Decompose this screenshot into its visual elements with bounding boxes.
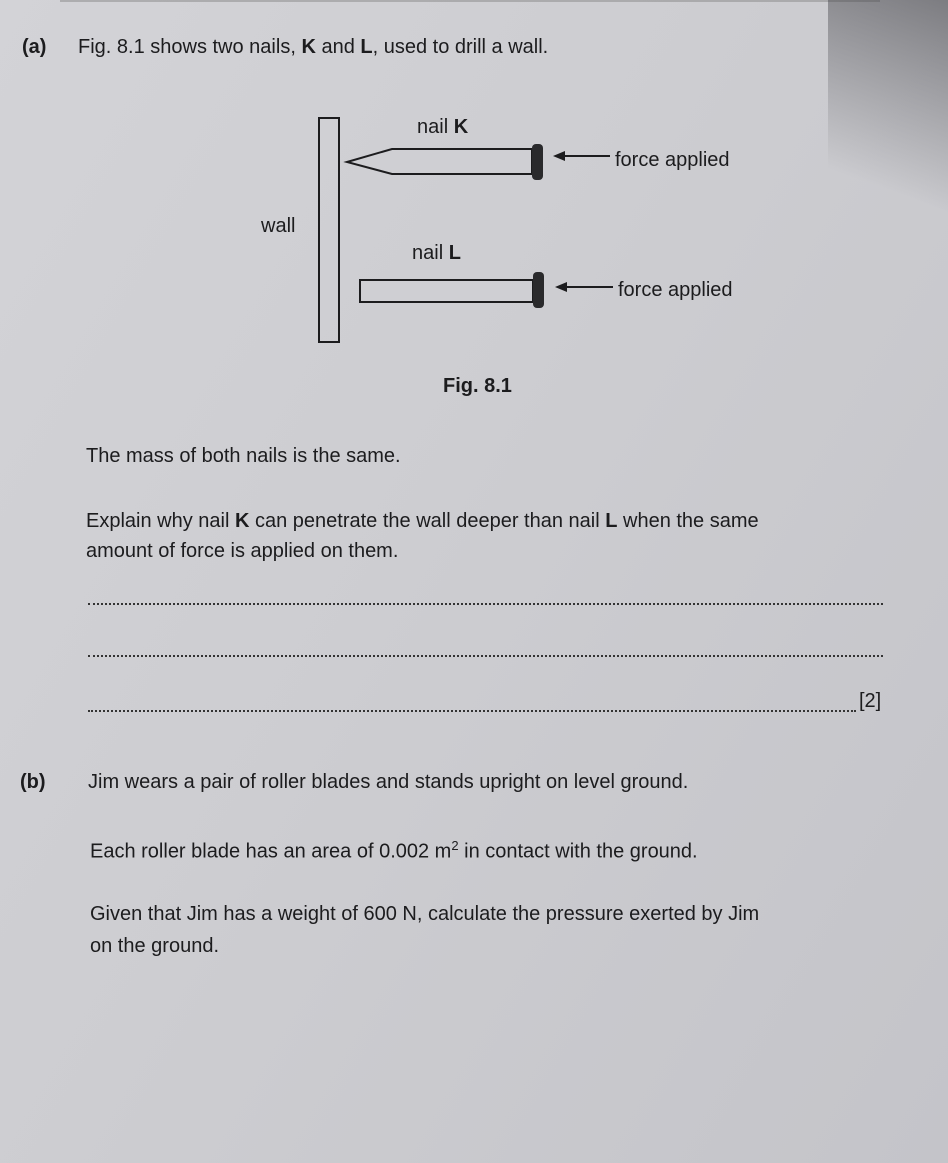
question-line-2: amount of force is applied on them.	[86, 540, 399, 562]
answer-line-3[interactable]	[88, 710, 856, 712]
figure-8-1	[0, 0, 948, 420]
nail-l-shaft	[360, 280, 533, 302]
arrow-l-head	[555, 282, 567, 292]
intro-and: and	[315, 36, 361, 58]
mass-statement: The mass of both nails is the same.	[86, 445, 401, 467]
marks-label: [2]	[859, 690, 882, 712]
part-b-line-4: on the ground.	[90, 935, 219, 957]
q1-c: when the same	[617, 510, 759, 532]
part-a-label: (a)	[22, 36, 47, 58]
wall-label: wall	[261, 215, 296, 237]
figure-caption: Fig. 8.1	[443, 375, 512, 397]
arrow-k-head	[553, 151, 565, 161]
line2-prefix: Each roller blade has an area of 0.002 m	[90, 840, 452, 863]
nail-k-letter: K	[453, 116, 469, 138]
q1-a: Explain why nail	[86, 510, 235, 532]
part-b-line-1: Jim wears a pair of roller blades and stands upright on level ground.	[88, 771, 689, 793]
q1-k: K	[234, 510, 250, 532]
q1-l: L	[605, 510, 618, 532]
intro-prefix: Fig. 8.1 shows two nails,	[78, 36, 302, 58]
part-b-label: (b)	[20, 771, 46, 793]
nail-k-head	[532, 144, 543, 180]
intro-k: K	[301, 36, 316, 58]
nail-k-label	[417, 116, 468, 139]
nail-l-label	[412, 242, 461, 265]
nail-k-shaft	[347, 149, 532, 174]
force-label-k: force applied	[615, 149, 730, 171]
q1-b: can penetrate the wall deeper than nail	[249, 510, 606, 532]
question-line-1	[86, 510, 759, 533]
force-label-l: force applied	[618, 279, 733, 301]
nail-k-prefix: nail	[417, 116, 454, 138]
answer-line-1[interactable]	[88, 603, 883, 605]
part-b-line-2	[90, 838, 698, 864]
answer-line-2[interactable]	[88, 655, 883, 657]
line2-sup: 2	[451, 838, 459, 853]
line2-suffix: in contact with the ground.	[458, 840, 698, 863]
wall-rect	[319, 118, 339, 342]
intro-suffix: , used to drill a wall.	[372, 36, 549, 58]
nail-l-head	[533, 272, 544, 308]
intro-l: L	[360, 36, 373, 58]
part-b-line-3: Given that Jim has a weight of 600 N, calculate the pressure exerted by Jim	[90, 903, 760, 925]
nail-l-prefix: nail	[412, 242, 449, 264]
nail-l-letter: L	[448, 242, 461, 264]
